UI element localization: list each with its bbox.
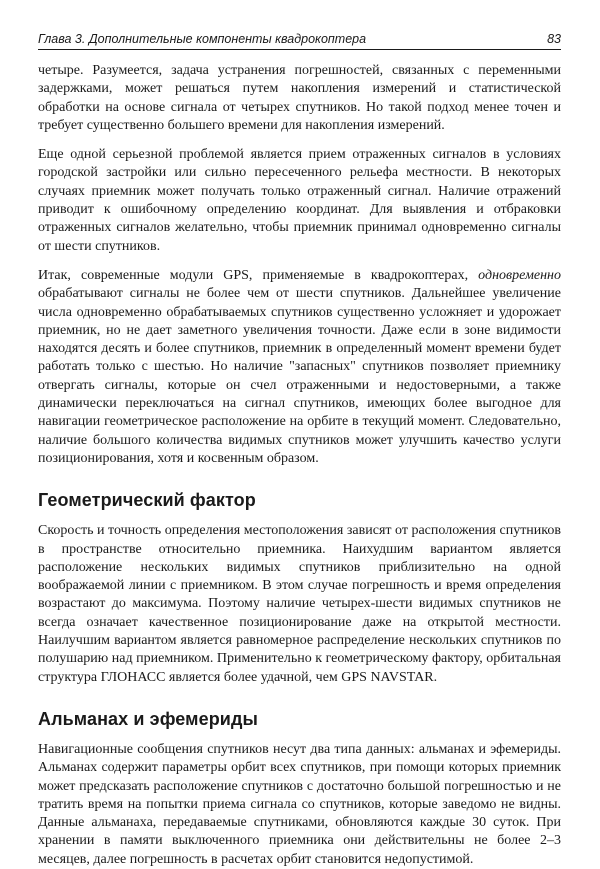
paragraph-3-start: Итак, современные модули GPS, применяемые в квадрокоптерах, — [38, 267, 479, 283]
paragraph-geometric-factor: Скорость и точность определения местоположения зависят от расположения спутников в пространстве относительно приемника. Наихудшим вариантом является расположение нескольких видимых спутников приблизительно на одной воображаемой линии с приемником. В этом случае погрешность и время определения возрастают до максимума. Поэтому наличие четырех-шести видимых спутников не всегда означает качественное позиционирование даже на открытой местности. Наилучшим вариантом является равномерное распределение нескольких спутников по полушарию над приемником. Применительно к геометрическому фактору, орбитальная структура ГЛОНАСС является более удачной, чем GPS NAVSTAR. — [38, 523, 561, 685]
running-head — [38, 0, 561, 50]
paragraph-1: четыре. Разумеется, задача устранения погрешностей, связанных с переменными задержками, может решаться путем накопления измерений и статистической обработки на основе сигнала от четырех спутников. Но такой подход менее точен и требует существенно большего времени для накопления измерений. — [38, 63, 561, 133]
emphasis-word: одновременно — [478, 267, 561, 283]
page-number: 83 — [547, 32, 561, 46]
section-heading-geometric-factor: Геометрический фактор — [38, 490, 256, 511]
paragraph-2: Еще одной серьезной проблемой является прием отраженных сигналов в условиях городской застройки или сильно пересеченного рельефа местности. В некоторых случаях приемник может получать только отраженный сигнал. Наличие отражений приводит к ошибочному определению координат. Для выявления и отбраковки отраженных сигналов желательно, чтобы приемник принимал одновременно сигналы от шести спутников. — [38, 147, 561, 254]
paragraph-3-rest: обрабатывают сигналы не более чем от шести спутников. Дальнейшее увеличение числа одновременно обрабатываемых спутников существенно усложняет и удорожает приемник, но не дает заметного увеличения точности. Даже если в зоне видимости находятся десять и более спутников, приемник в определенный момент времени будет работать только с шестью. Но наличие "запасных" спутников позволяет приемнику отвергать сигналы, которые он счел отраженными и недостоверными, а также динамически переключаться на сигнал спутников, имеющих более выгодное для навигации геометрическое расположение на орбите в текущий момент. Следовательно, наличие большого количества видимых спутников может улучшить качество услуги позиционирования, хотя и косвенным образом. — [38, 286, 561, 466]
paragraph-almanac: Навигационные сообщения спутников несут два типа данных: альманах и эфемериды. Альманах содержит параметры орбит всех спутников, при помощи которых приемник может предсказать расположение спутников с достаточно большой погрешностью и не тратить время на попытки приема сигнала со спутников, которые заведомо не видны. Данные альманаха, передаваемые спутниками, обновляются каждые 30 суток. При хранении в памяти выключенного приемника они действительны не более 2–3 месяцев, далее погрешность в расчетах орбит становится недопустимой. — [38, 741, 561, 867]
page-content — [38, 62, 561, 869]
section-heading-almanac: Альманах и эфемериды — [38, 708, 258, 729]
chapter-title: Глава 3. Дополнительные компоненты квадрокоптера — [38, 32, 367, 46]
paragraph-3 — [38, 267, 561, 468]
